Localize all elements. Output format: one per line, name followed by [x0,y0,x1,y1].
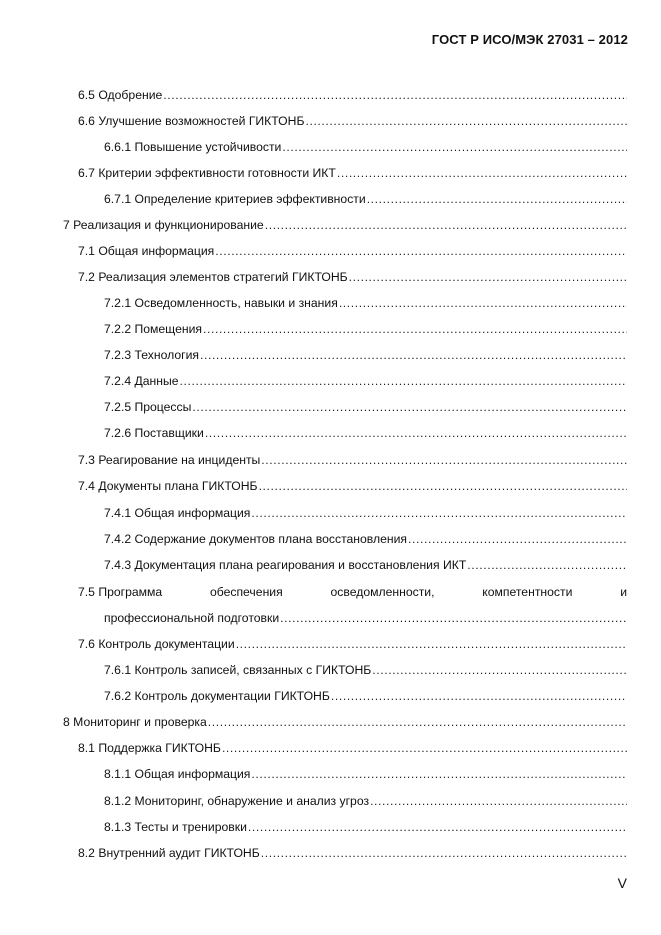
toc-entry-7-1[interactable] [78,238,627,264]
toc-entry-title: 6.5 Одобрение [78,88,163,102]
toc-entry-title: 7.2 Реализация элементов стратегий ГИКТОНБ [78,270,348,284]
page-number: V [617,875,627,891]
toc-entry-7-4-1[interactable] [104,500,627,526]
toc-entry-7-2-6[interactable] [104,420,627,446]
toc-entry-7-4-3[interactable] [104,552,627,578]
toc-entry-title: 8.2 Внутренний аудит ГИКТОНБ [78,846,260,860]
toc-entry-6-7-1[interactable] [104,186,627,212]
toc-entry-8-1-1[interactable] [104,761,627,787]
toc-entry-7-6-2[interactable] [104,683,627,709]
toc-entry-title: 7.2.2 Помещения [104,322,202,336]
toc-entry-title: 7.2.6 Поставщики [104,426,204,440]
dot-leader [337,160,627,186]
dot-leader [222,735,627,761]
toc-entry-title: 7.3 Реагирование на инциденты [78,453,261,467]
dot-leader [248,814,627,840]
dot-leader [370,788,627,814]
toc-entry-8-1-2[interactable] [104,788,627,814]
toc-entry-7-3[interactable] [78,447,627,473]
toc-entry-6-5[interactable] [78,82,627,108]
toc-entry-7-2-1[interactable] [104,290,627,316]
toc-entry-title: 7 Реализация и функционирование [63,218,264,232]
dot-leader [280,605,627,631]
toc-entry-7-5[interactable] [78,579,627,631]
toc-entry-title: 7.6 Контроль документации [78,637,235,651]
toc-entry-7[interactable] [63,212,627,238]
toc-entry-7-2-2[interactable] [104,316,627,342]
dot-leader [180,368,627,394]
toc-entry-7-6-1[interactable] [104,657,627,683]
dot-leader [372,657,627,683]
toc-word: компетентности [482,585,573,599]
toc-entry-7-2-4[interactable] [104,368,627,394]
toc-entry-title: 7.4.1 Общая информация [104,506,251,520]
toc-entry-7-2-5[interactable] [104,394,627,420]
dot-leader [261,447,627,473]
dot-leader [261,840,627,866]
toc-word: обеспечения [209,585,283,599]
toc-entry-continuation: профессиональной подготовки [104,611,280,625]
toc-entry-8-2[interactable] [78,840,627,866]
toc-entry-title: 6.7 Критерии эффективности готовности ИКТ [78,166,336,180]
toc-entry-7-2-3[interactable] [104,342,627,368]
toc-entry-title: 7.4.2 Содержание документов плана восстановления [104,532,408,546]
dot-leader [339,290,627,316]
toc-entry-title: 7.4 Документы плана ГИКТОНБ [78,479,258,493]
toc-entry-title: 6.7.1 Определение критериев эффективности [104,192,366,206]
dot-leader [349,264,627,290]
dot-leader [236,631,627,657]
dot-leader [467,552,627,578]
toc-entry-title: 7.2.4 Данные [104,374,179,388]
toc-entry-title: 6.6.1 Повышение устойчивости [104,140,282,154]
toc-entry-title: 7.2.1 Осведомленность, навыки и знания [104,296,338,310]
toc-entry-title: 7.1 Общая информация [78,244,215,258]
toc-entry-7-2[interactable] [78,264,627,290]
toc-entry-title: 7.6.2 Контроль документации ГИКТОНБ [104,689,330,703]
dot-leader [205,420,627,446]
toc-entry-6-7[interactable] [78,160,627,186]
toc-entry-title: 8.1 Поддержка ГИКТОНБ [78,741,221,755]
toc-word: осведомленности, [330,585,435,599]
toc-word: 7.5 Программа [78,585,163,599]
dot-leader [408,526,627,552]
dot-leader [367,186,627,212]
dot-leader [203,316,627,342]
toc-entry-title: 7.4.3 Документация плана реагирования и восстановления ИКТ [104,558,467,572]
document-header: ГОСТ Р ИСО/МЭК 27031 – 2012 [431,32,628,47]
dot-leader [200,342,627,368]
toc-entry-7-4-2[interactable] [104,526,627,552]
dot-leader [208,709,627,735]
toc-entry-8-1[interactable] [78,735,627,761]
dot-leader [251,500,627,526]
toc-entry-6-6[interactable] [78,108,627,134]
toc-entry-7-6[interactable] [78,631,627,657]
dot-leader [259,473,627,499]
dot-leader [251,761,627,787]
toc-entry-title: 7.2.5 Процессы [104,400,192,414]
toc-entry-continuation-line [104,605,627,631]
toc-entry-6-6-1[interactable] [104,134,627,160]
toc-entry-7-4[interactable] [78,473,627,499]
dot-leader [265,212,627,238]
toc-entry-title: 8.1.3 Тесты и тренировки [104,820,247,834]
toc-entry-title: 6.6 Улучшение возможностей ГИКТОНБ [78,114,305,128]
dot-leader [215,238,627,264]
dot-leader [331,683,627,709]
toc-entry-8-1-3[interactable] [104,814,627,840]
toc-entry-title: 8.1.1 Общая информация [104,767,251,781]
toc-entry-8[interactable] [63,709,627,735]
toc-word: и [620,585,627,599]
dot-leader [192,394,627,420]
toc-entry-title: 7.2.3 Технология [104,348,199,362]
dot-leader [305,108,627,134]
toc-entry-title: 8.1.2 Мониторинг, обнаружение и анализ угроз [104,794,370,808]
dot-leader [282,134,627,160]
toc-entry-title: 8 Мониторинг и проверка [63,715,207,729]
dot-leader [163,82,627,108]
toc-entry-title: 7.6.1 Контроль записей, связанных с ГИКТОНБ [104,663,372,677]
toc-entry-title-line [78,579,627,605]
